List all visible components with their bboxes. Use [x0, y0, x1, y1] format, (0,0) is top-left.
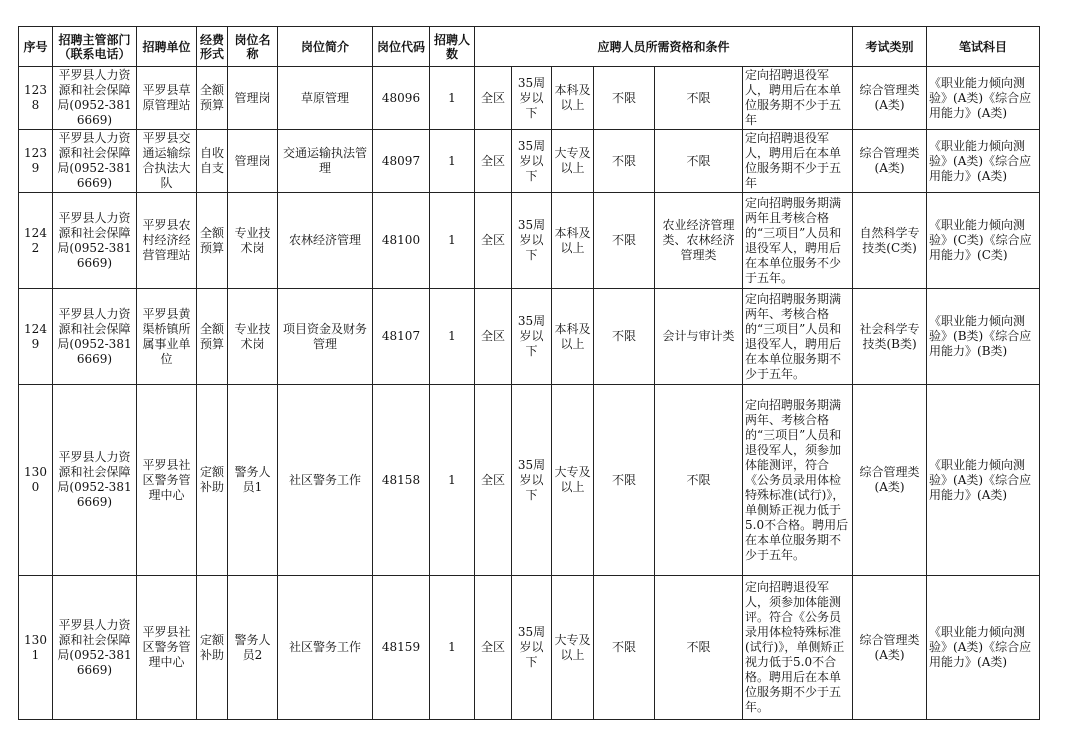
col-header-unit: 招聘单位 — [137, 27, 197, 67]
col-header-num: 招聘人数 — [430, 27, 475, 67]
row-dept: 平罗县人力资源和社会保障局(0952-3816669) — [53, 576, 137, 720]
table-row — [19, 385, 1040, 576]
row-num: 1 — [430, 67, 475, 130]
row-post: 管理岗 — [228, 67, 278, 130]
header-row — [19, 27, 1040, 67]
row-dept: 平罗县人力资源和社会保障局(0952-3816669) — [53, 289, 137, 385]
row-subjects: 《职业能力倾向测验》(A类)《综合应用能力》(A类) — [927, 67, 1040, 130]
row-post: 专业技术岗 — [228, 193, 278, 289]
row-index: 1242 — [19, 193, 53, 289]
row-major: 不限 — [655, 67, 743, 130]
col-header-category: 考试类别 — [853, 27, 927, 67]
row-num: 1 — [430, 193, 475, 289]
table-row — [19, 289, 1040, 385]
row-area: 全区 — [475, 289, 512, 385]
row-edu: 大专及以上 — [552, 576, 594, 720]
row-dept: 平罗县人力资源和社会保障局(0952-3816669) — [53, 193, 137, 289]
row-unit: 平罗县社区警务管理中心 — [137, 385, 197, 576]
row-edu: 本科及以上 — [552, 289, 594, 385]
row-category: 自然科学专技类(C类) — [853, 193, 927, 289]
recruitment-table — [18, 26, 1040, 720]
row-major: 不限 — [655, 576, 743, 720]
row-age: 35周岁以下 — [512, 385, 552, 576]
row-num: 1 — [430, 289, 475, 385]
row-category: 综合管理类(A类) — [853, 130, 927, 193]
row-desc: 交通运输执法管理 — [278, 130, 373, 193]
row-degree: 不限 — [594, 67, 655, 130]
row-code: 48159 — [373, 576, 430, 720]
row-subjects: 《职业能力倾向测验》(B类)《综合应用能力》(B类) — [927, 289, 1040, 385]
row-degree: 不限 — [594, 130, 655, 193]
row-post: 警务人员2 — [228, 576, 278, 720]
row-code: 48107 — [373, 289, 430, 385]
col-header-subjects: 笔试科目 — [927, 27, 1040, 67]
row-index: 1249 — [19, 289, 53, 385]
row-age: 35周岁以下 — [512, 67, 552, 130]
row-area: 全区 — [475, 130, 512, 193]
row-edu: 本科及以上 — [552, 193, 594, 289]
col-header-post: 岗位名称 — [228, 27, 278, 67]
row-dept: 平罗县人力资源和社会保障局(0952-3816669) — [53, 130, 137, 193]
row-dept: 平罗县人力资源和社会保障局(0952-3816669) — [53, 67, 137, 130]
row-unit: 平罗县交通运输综合执法大队 — [137, 130, 197, 193]
table-row — [19, 130, 1040, 193]
row-desc: 项目资金及财务管理 — [278, 289, 373, 385]
row-other-conditions: 定向招聘退役军人，聘用后在本单位服务期不少于五年 — [743, 130, 853, 193]
col-header-index: 序号 — [19, 27, 53, 67]
row-major: 不限 — [655, 385, 743, 576]
row-area: 全区 — [475, 576, 512, 720]
row-other-conditions: 定向招聘退役军人，聘用后在本单位服务期不少于五年 — [743, 67, 853, 130]
row-desc: 草原管理 — [278, 67, 373, 130]
row-edu: 大专及以上 — [552, 385, 594, 576]
row-major: 农业经济管理类、农林经济管理类 — [655, 193, 743, 289]
row-subjects: 《职业能力倾向测验》(A类)《综合应用能力》(A类) — [927, 130, 1040, 193]
col-header-conditions: 应聘人员所需资格和条件 — [475, 27, 853, 67]
col-header-fund: 经费形式 — [197, 27, 228, 67]
row-num: 1 — [430, 576, 475, 720]
row-edu: 大专及以上 — [552, 130, 594, 193]
row-unit: 平罗县黄渠桥镇所属事业单位 — [137, 289, 197, 385]
row-degree: 不限 — [594, 289, 655, 385]
row-desc: 农林经济管理 — [278, 193, 373, 289]
row-other-conditions: 定向招聘服务期满两年、考核合格的“三项目”人员和退役军人，聘用后在本单位服务期不少于五年。 — [743, 289, 853, 385]
row-unit: 平罗县草原管理站 — [137, 67, 197, 130]
table-row — [19, 576, 1040, 720]
row-area: 全区 — [475, 385, 512, 576]
row-subjects: 《职业能力倾向测验》(C类)《综合应用能力》(C类) — [927, 193, 1040, 289]
row-major: 会计与审计类 — [655, 289, 743, 385]
row-area: 全区 — [475, 67, 512, 130]
row-category: 综合管理类(A类) — [853, 67, 927, 130]
row-category: 综合管理类(A类) — [853, 385, 927, 576]
row-degree: 不限 — [594, 576, 655, 720]
row-post: 管理岗 — [228, 130, 278, 193]
row-age: 35周岁以下 — [512, 130, 552, 193]
row-age: 35周岁以下 — [512, 193, 552, 289]
row-edu: 本科及以上 — [552, 67, 594, 130]
col-header-code: 岗位代码 — [373, 27, 430, 67]
row-post: 专业技术岗 — [228, 289, 278, 385]
row-index: 1301 — [19, 576, 53, 720]
row-area: 全区 — [475, 193, 512, 289]
row-code: 48100 — [373, 193, 430, 289]
row-desc: 社区警务工作 — [278, 385, 373, 576]
row-num: 1 — [430, 130, 475, 193]
row-code: 48097 — [373, 130, 430, 193]
row-fund: 全额预算 — [197, 193, 228, 289]
row-category: 综合管理类(A类) — [853, 576, 927, 720]
row-num: 1 — [430, 385, 475, 576]
row-unit: 平罗县农村经济经营管理站 — [137, 193, 197, 289]
row-index: 1239 — [19, 130, 53, 193]
row-other-conditions: 定向招聘服务期满两年、考核合格的“三项目”人员和退役军人，须参加体能测评，符合《公务员录用体检特殊标准(试行)》，单侧矫正视力低于5.0不合格。聘用后在本单位服务期不少于五年。 — [743, 385, 853, 576]
row-fund: 定额补助 — [197, 385, 228, 576]
row-fund: 自收自支 — [197, 130, 228, 193]
row-fund: 全额预算 — [197, 67, 228, 130]
table-row — [19, 193, 1040, 289]
col-header-desc: 岗位简介 — [278, 27, 373, 67]
row-subjects: 《职业能力倾向测验》(A类)《综合应用能力》(A类) — [927, 576, 1040, 720]
row-major: 不限 — [655, 130, 743, 193]
row-fund: 定额补助 — [197, 576, 228, 720]
row-degree: 不限 — [594, 193, 655, 289]
col-header-dept: 招聘主管部门（联系电话） — [53, 27, 137, 67]
table-row — [19, 67, 1040, 130]
row-unit: 平罗县社区警务管理中心 — [137, 576, 197, 720]
row-age: 35周岁以下 — [512, 576, 552, 720]
row-desc: 社区警务工作 — [278, 576, 373, 720]
row-other-conditions: 定向招聘退役军人，须参加体能测评。符合《公务员录用体检特殊标准(试行)》，单侧矫正视力低于5.0不合格。聘用后在本单位服务期不少于五年。 — [743, 576, 853, 720]
row-code: 48158 — [373, 385, 430, 576]
row-degree: 不限 — [594, 385, 655, 576]
row-code: 48096 — [373, 67, 430, 130]
row-post: 警务人员1 — [228, 385, 278, 576]
row-index: 1238 — [19, 67, 53, 130]
row-subjects: 《职业能力倾向测验》(A类)《综合应用能力》(A类) — [927, 385, 1040, 576]
row-dept: 平罗县人力资源和社会保障局(0952-3816669) — [53, 385, 137, 576]
row-fund: 全额预算 — [197, 289, 228, 385]
row-age: 35周岁以下 — [512, 289, 552, 385]
row-other-conditions: 定向招聘服务期满两年且考核合格的“三项目”人员和退役军人，聘用后在本单位服务不少于五年。 — [743, 193, 853, 289]
row-index: 1300 — [19, 385, 53, 576]
row-category: 社会科学专技类(B类) — [853, 289, 927, 385]
